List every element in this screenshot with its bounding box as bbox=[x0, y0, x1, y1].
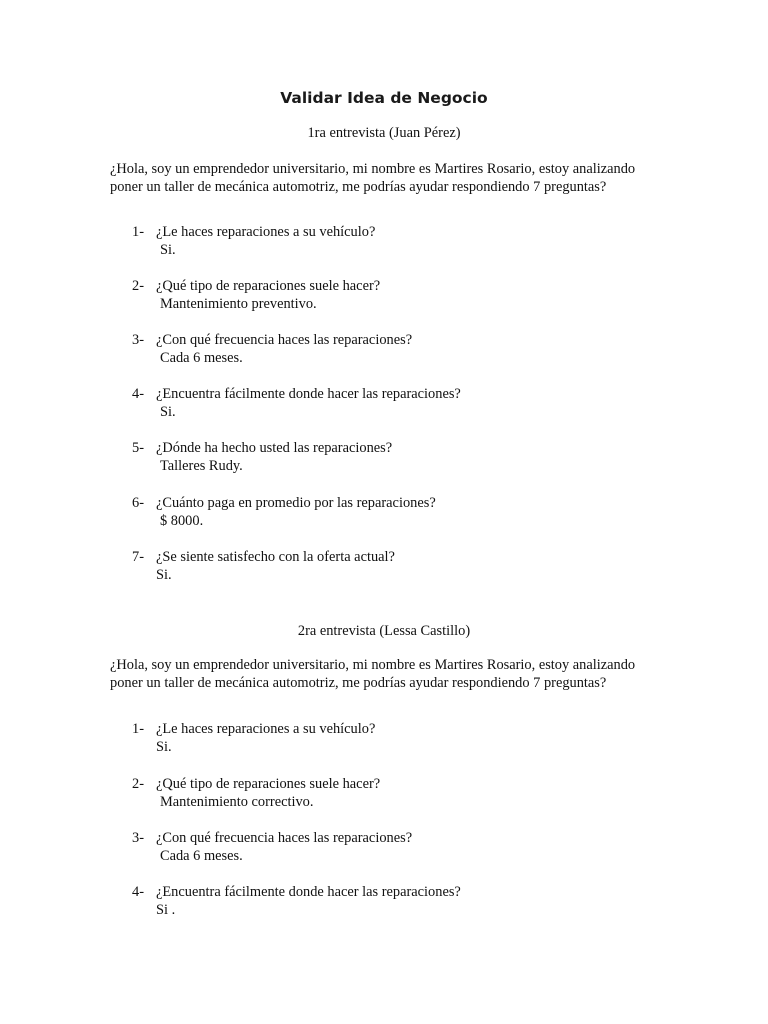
item-question: ¿Cuánto paga en promedio por las reparaciones? bbox=[156, 495, 436, 511]
interview-1-item-5 bbox=[132, 439, 692, 475]
item-answer: Cada 6 meses. bbox=[160, 848, 243, 864]
interview-2-item-4 bbox=[132, 883, 692, 919]
item-question: ¿Se siente satisfecho con la oferta actual? bbox=[156, 549, 395, 565]
interview-1-intro: ¿Hola, soy un emprendedor universitario, mi nombre es Martires Rosario, estoy analizando poner un taller de mecánica automotriz, me podrías ayudar respondiendo 7 preguntas? bbox=[110, 161, 636, 195]
interview-1-item-1 bbox=[132, 223, 692, 259]
interview-1-item-7 bbox=[132, 548, 692, 584]
item-answer: $ 8000. bbox=[160, 513, 204, 529]
interview-1-item-3 bbox=[132, 331, 692, 367]
item-number: 2- bbox=[132, 278, 144, 294]
item-question: ¿Le haces reparaciones a su vehículo? bbox=[156, 721, 376, 737]
item-answer: Talleres Rudy. bbox=[160, 458, 243, 474]
item-question: ¿Qué tipo de reparaciones suele hacer? bbox=[156, 278, 381, 294]
interview-2-item-1 bbox=[132, 720, 692, 756]
item-number: 4- bbox=[132, 386, 144, 402]
item-answer: Mantenimiento correctivo. bbox=[160, 794, 314, 810]
item-number: 3- bbox=[132, 332, 144, 348]
item-question: ¿Qué tipo de reparaciones suele hacer? bbox=[156, 776, 381, 792]
interview-2-heading: 2ra entrevista (Lessa Castillo) bbox=[297, 623, 471, 639]
item-answer: Si. bbox=[156, 567, 172, 583]
interview-1-item-4 bbox=[132, 385, 692, 421]
item-answer: Si. bbox=[156, 739, 172, 755]
item-question: ¿Encuentra fácilmente donde hacer las reparaciones? bbox=[156, 386, 461, 402]
item-question: ¿Encuentra fácilmente donde hacer las reparaciones? bbox=[156, 884, 461, 900]
item-number: 1- bbox=[132, 721, 144, 737]
interview-2-intro: ¿Hola, soy un emprendedor universitario, mi nombre es Martires Rosario, estoy analizando poner un taller de mecánica automotriz, me podrías ayudar respondiendo 7 preguntas? bbox=[110, 657, 636, 691]
item-number: 7- bbox=[132, 549, 144, 565]
interview-2-item-3 bbox=[132, 829, 692, 865]
interview-2-item-2 bbox=[132, 775, 692, 811]
item-answer: Si . bbox=[156, 902, 176, 918]
item-number: 5- bbox=[132, 440, 144, 456]
item-question: ¿Le haces reparaciones a su vehículo? bbox=[156, 224, 376, 240]
item-number: 3- bbox=[132, 830, 144, 846]
item-answer: Si. bbox=[160, 242, 176, 258]
item-answer: Cada 6 meses. bbox=[160, 350, 243, 366]
item-answer: Si. bbox=[160, 404, 176, 420]
document-title: Validar Idea de Negocio bbox=[280, 89, 488, 107]
item-question: ¿Dónde ha hecho usted las reparaciones? bbox=[156, 440, 393, 456]
item-number: 1- bbox=[132, 224, 144, 240]
item-number: 2- bbox=[132, 776, 144, 792]
item-number: 4- bbox=[132, 884, 144, 900]
interview-1-heading: 1ra entrevista (Juan Pérez) bbox=[307, 125, 461, 141]
item-question: ¿Con qué frecuencia haces las reparaciones? bbox=[156, 830, 413, 846]
item-number: 6- bbox=[132, 495, 144, 511]
interview-1-item-2 bbox=[132, 277, 692, 313]
interview-1-item-6 bbox=[132, 494, 692, 530]
item-question: ¿Con qué frecuencia haces las reparaciones? bbox=[156, 332, 413, 348]
item-answer: Mantenimiento preventivo. bbox=[160, 296, 317, 312]
